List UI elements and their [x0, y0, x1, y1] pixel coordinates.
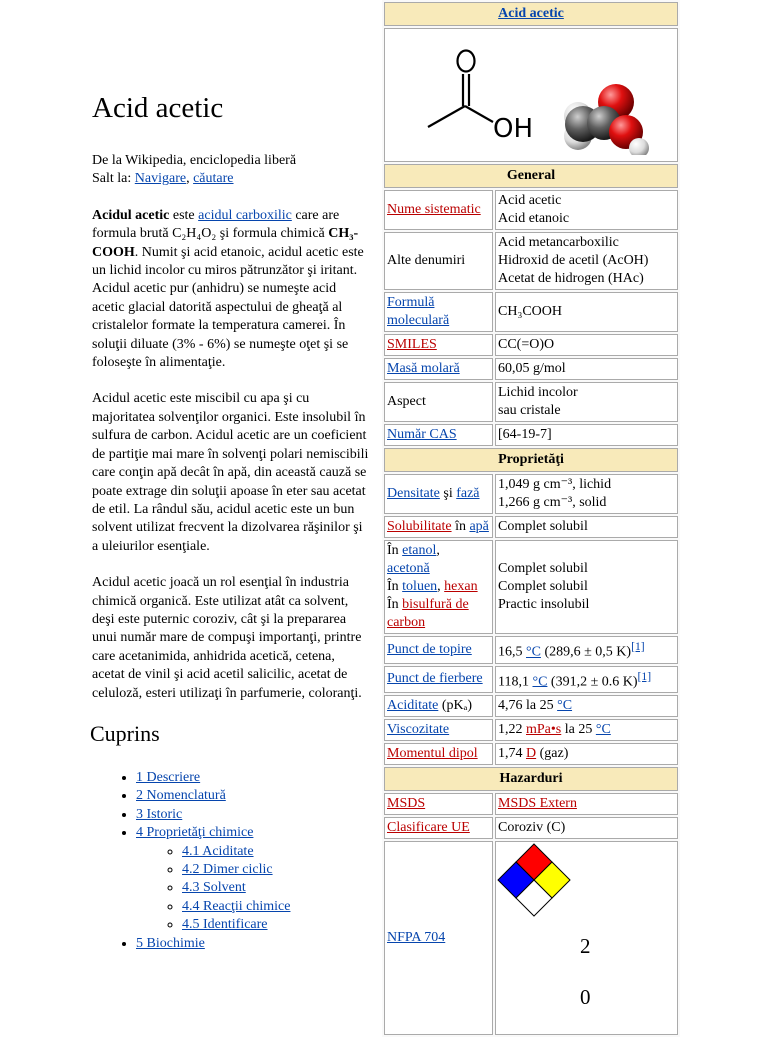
- masa-molara-link[interactable]: Masă molară: [387, 361, 460, 376]
- table-row: [384, 841, 678, 1035]
- acetona-link[interactable]: acetonă: [387, 561, 430, 576]
- toluen-link[interactable]: toluen: [402, 579, 438, 594]
- hexan-link[interactable]: hexan: [444, 579, 478, 594]
- masa-value: 60,05 g/mol: [495, 358, 678, 380]
- label-cell: [384, 666, 493, 694]
- value-cell: [495, 695, 678, 717]
- section-general: General: [384, 164, 678, 188]
- label-cell: [384, 292, 493, 332]
- table-row: [384, 334, 678, 356]
- jump-prefix: Salt la:: [92, 171, 132, 187]
- intro-text-1: este: [169, 207, 199, 223]
- celsius-link[interactable]: °C: [526, 644, 541, 660]
- toc-subitem: [182, 898, 370, 916]
- toc-link-solvent[interactable]: 4.3 Solvent: [182, 880, 246, 896]
- article-body: [92, 90, 370, 953]
- intro-bold-term: Acidul acetic: [92, 207, 170, 223]
- toc-link-aciditate[interactable]: 4.1 Aciditate: [182, 843, 254, 859]
- jump-links: [92, 170, 370, 188]
- toc-link-nomenclatura[interactable]: 2 Nomenclatură: [136, 788, 226, 804]
- fierbere-kelvin: (391,2 ± 0.6 K): [550, 674, 638, 690]
- value-cell: [495, 382, 678, 422]
- reference-link[interactable]: [1]: [631, 640, 645, 653]
- toc-link-reactii[interactable]: 4.4 Reacţii chimice: [182, 898, 291, 914]
- formula-moleculara-link[interactable]: Formulă moleculară: [387, 295, 450, 328]
- section-proprietati: Proprietăţi: [384, 448, 678, 472]
- nfpa-diamond-icon: [496, 842, 572, 918]
- topire-kelvin: (289,6 ± 0,5 K): [544, 644, 632, 660]
- label-cell: [384, 636, 493, 664]
- alte-denumiri-label: Alte denumiri: [384, 232, 493, 290]
- label-cell: [384, 516, 493, 538]
- value-cell: [495, 636, 678, 664]
- table-row: [384, 424, 678, 446]
- apa-link[interactable]: apă: [469, 519, 489, 534]
- dens-value-1: 1,049 g cm⁻³, lichid: [498, 477, 612, 492]
- acetic-acid-structure-image: [385, 29, 677, 155]
- tagline: De la Wikipedia, enciclopedia liberă: [92, 153, 297, 168]
- value-cell: [495, 474, 678, 514]
- alte-value-1: Acid metancarboxilic: [498, 235, 619, 250]
- infobox-title-link[interactable]: Acid acetic: [498, 6, 564, 21]
- label-cell: [384, 358, 493, 380]
- in-value-1: Complet solubil: [498, 561, 588, 576]
- toc-subitem: [182, 843, 370, 861]
- page-title: Acid acetic: [92, 92, 224, 124]
- oxygen-atom-o-ring: [458, 51, 475, 72]
- toc-link-dimer[interactable]: 4.2 Dimer ciclic: [182, 862, 273, 877]
- toc-item: [136, 935, 370, 953]
- clasificare-ue-link[interactable]: Clasificare UE: [387, 820, 470, 836]
- toc-subitem: [182, 879, 370, 897]
- smiles-link[interactable]: SMILES: [387, 337, 437, 352]
- msds-extern-link[interactable]: MSDS Extern: [498, 796, 577, 812]
- numar-cas-link[interactable]: Număr CAS: [387, 427, 457, 442]
- table-row: [384, 695, 678, 717]
- label-cell: [384, 424, 493, 446]
- aspect-label: Aspect: [384, 382, 493, 422]
- table-row: [384, 540, 678, 634]
- label-cell: [384, 743, 493, 765]
- dens-and: şi: [443, 486, 453, 501]
- ue-value: Coroziv (C): [495, 817, 678, 839]
- toc-link-identificare[interactable]: 4.5 Identificare: [182, 917, 268, 933]
- visc-temp: la 25: [564, 722, 593, 738]
- toc-title: Cuprins: [90, 720, 160, 746]
- densitate-link[interactable]: Densitate: [387, 486, 440, 501]
- table-row: [384, 817, 678, 839]
- solub-value: Complet solubil: [495, 516, 678, 538]
- label-cell: [384, 719, 493, 741]
- topire-value: 16,5: [498, 644, 523, 660]
- nfpa-cell: [495, 841, 678, 1035]
- celsius-link[interactable]: °C: [557, 698, 573, 714]
- nume-value-1: Acid acetic: [498, 193, 562, 208]
- dens-value-2: 1,266 g cm⁻³, solid: [498, 495, 607, 510]
- alte-value-3: Acetat de hidrogen (HAc): [498, 271, 644, 286]
- bisulfura-link[interactable]: bisulfură de carbon: [387, 597, 469, 630]
- pka-label: (pKₐ): [441, 698, 473, 714]
- msds-link[interactable]: MSDS: [387, 796, 426, 812]
- momentul-dipol-link[interactable]: Momentul dipol: [387, 746, 478, 762]
- cas-value: [64-19-7]: [495, 424, 678, 446]
- reference-link[interactable]: [1]: [637, 669, 652, 683]
- toc-item: [136, 769, 370, 787]
- toc-item: [136, 824, 370, 934]
- label-cell: [384, 334, 493, 356]
- table-row: [384, 190, 678, 230]
- section-hazarduri: Hazarduri: [384, 767, 678, 791]
- label-cell: [384, 793, 493, 815]
- celsius-link[interactable]: °C: [532, 674, 548, 690]
- label-cell: [384, 474, 493, 514]
- viscozitate-link[interactable]: Viscozitate: [387, 722, 450, 738]
- aciditate-value: 4,76 la 25: [498, 698, 554, 714]
- label-cell: [384, 841, 493, 1035]
- nfpa-704-link[interactable]: NFPA 704: [387, 930, 446, 946]
- toc-subitem: [182, 916, 370, 934]
- aciditate-link[interactable]: Aciditate: [387, 698, 439, 714]
- table-row: [384, 793, 678, 815]
- label-cell: În etanol, acetonă În toluen, hexan În bisulfură de carbon: [384, 540, 493, 634]
- toc-item: [136, 806, 370, 824]
- uses-paragraph: Acidul acetic joacă un rol esenţial în industria chimică organică. Este utilizat atât ca solvent, deşi este puternic coroziv, cât şi la prepararea unui număr mare de compuşi importanţi, printre care acetanimida, anhidrida acetică, cetena, acetat de vinil şi acid acetil salicilic, acetat de celuloză, esteri utilizaţi în parfumerie, coloranţi.: [92, 575, 362, 701]
- intro-text-2: care are formula brută C₂H₄O₂ şi formula chimică: [92, 207, 340, 242]
- formula-value: CH₃COOH: [495, 292, 678, 332]
- table-row: [384, 636, 678, 664]
- table-row: [384, 516, 678, 538]
- label-cell: [384, 190, 493, 230]
- chembox-infobox: [382, 0, 680, 1037]
- in-prefix: În: [387, 579, 399, 594]
- in-prefix: În: [387, 543, 399, 558]
- in-prefix: În: [387, 597, 399, 612]
- value-cell: [495, 666, 678, 694]
- intro-formula: CH₃-COOH: [92, 226, 359, 260]
- toc-item: [136, 787, 370, 805]
- skeletal-formula: [428, 74, 493, 127]
- label-cell: [384, 817, 493, 839]
- jump-search-link[interactable]: căutare: [193, 171, 234, 187]
- celsius-link[interactable]: °C: [595, 722, 611, 738]
- dipol-phase: (gaz): [539, 746, 569, 762]
- value-cell: [495, 743, 678, 765]
- in-value-3: Practic insolubil: [498, 597, 590, 612]
- table-row: [384, 382, 678, 422]
- smiles-value: CC(=O)O: [495, 334, 678, 356]
- table-row: [384, 474, 678, 514]
- punct-topire-link[interactable]: Punct de topire: [387, 641, 472, 657]
- intro-text-3: . Numit şi acid etanoic, acidul acetic este un lichid incolor cu miros pătrunzător şi iritant. Acidul acetic pur (anhidru) se numeşte acid acetic glacial datorită aspectului de gheaţă al cristalelor formate la temperatura camerei. În soluţii diluate (3% - 6%) se numeşte oţet şi se foloseşte în alimentaţie.: [92, 244, 364, 371]
- miscibility-paragraph: Acidul acetic este miscibil cu apa şi cu majoritatea solvenţilor organici. Este insolubil în sulfura de carbon. Acidul acetic are un coeficient de partiţie mai mare în solvenţi polari nemiscibili care conţin apă decât în apă, din această cauză se poate extrage din soluţii apoase în eter sau acetat de etil. La rândul său, acidul acetic este un bun solvent utilizat frecvent la dizolvarea răşinilor şi a uleiurilor esenţiale.: [92, 391, 369, 554]
- jump-navigation-link[interactable]: Navigare: [134, 171, 187, 187]
- fierbere-value: 118,1: [498, 674, 529, 690]
- hydroxyl-label: OH: [493, 114, 534, 144]
- value-cell: [495, 540, 678, 634]
- table-row: [384, 292, 678, 332]
- value-cell: [495, 232, 678, 290]
- faza-link[interactable]: fază: [456, 486, 480, 501]
- alte-value-2: Hidroxid de acetil (AcOH): [498, 253, 649, 268]
- table-row: [384, 358, 678, 380]
- jump-separator: ,: [186, 171, 190, 187]
- nfpa-health-value: 2: [580, 934, 591, 959]
- table-row: [384, 743, 678, 765]
- space-filling-model: [564, 84, 649, 155]
- value-cell: [495, 719, 678, 741]
- nume-value-2: Acid etanoic: [498, 211, 570, 226]
- in-value-2: Complet solubil: [498, 579, 588, 594]
- toc-link-proprietati[interactable]: 4 Proprietăţi chimice: [136, 825, 254, 841]
- toc-link-descriere[interactable]: 1 Descriere: [136, 769, 201, 785]
- visc-value: 1,22: [498, 722, 523, 738]
- table-row: [384, 666, 678, 694]
- dipol-value: 1,74: [498, 746, 523, 762]
- label-cell: [384, 695, 493, 717]
- etanol-link[interactable]: etanol: [402, 543, 437, 558]
- punct-fierbere-link[interactable]: Punct de fierbere: [387, 671, 483, 687]
- nfpa-flammability-value: 0: [580, 985, 591, 1010]
- aspect-value-2: sau cristale: [498, 403, 561, 418]
- structure-image-cell: [384, 28, 678, 162]
- table-row: [384, 719, 678, 741]
- mpa-s-link[interactable]: mPa•s: [526, 722, 562, 738]
- carboxylic-acid-link[interactable]: acidul carboxilic: [198, 207, 292, 223]
- table-of-contents: [92, 769, 370, 953]
- toc-subitem: [182, 861, 370, 879]
- solubilitate-link[interactable]: Solubilitate: [387, 519, 452, 534]
- aspect-value-1: Lichid incolor: [498, 385, 578, 400]
- value-cell: [495, 793, 678, 815]
- value-cell: [495, 190, 678, 230]
- infobox-title-cell: [384, 2, 678, 26]
- toc-link-istoric[interactable]: 3 Istoric: [136, 806, 183, 822]
- toc-link-biochimie[interactable]: 5 Biochimie: [136, 935, 205, 951]
- debye-link[interactable]: D: [526, 746, 537, 762]
- nume-sistematic-link[interactable]: Nume sistematic: [387, 202, 481, 217]
- solub-in: în: [455, 519, 466, 534]
- toc-sublist: [136, 843, 370, 935]
- table-row: [384, 232, 678, 290]
- intro-paragraph: [92, 207, 370, 373]
